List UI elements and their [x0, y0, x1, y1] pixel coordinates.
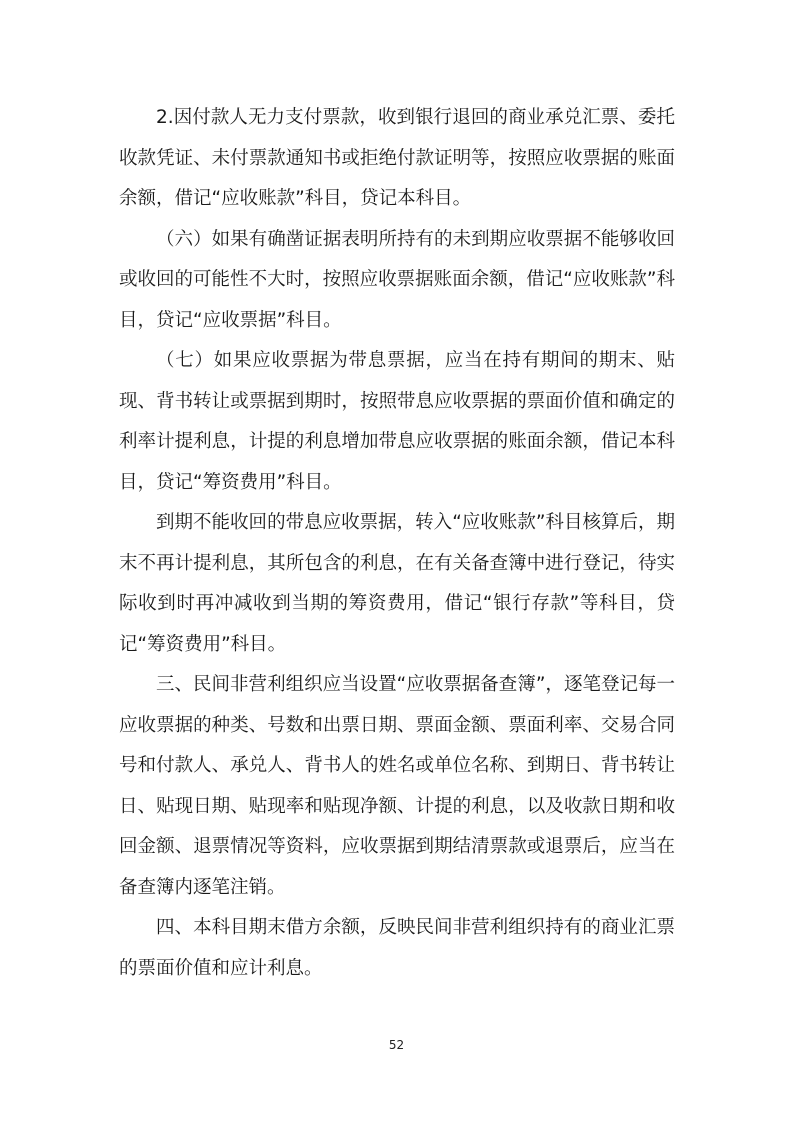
- paragraph-item-six: （六）如果有确凿证据表明所持有的未到期应收票据不能够收回或收回的可能性不大时，按照应收票据账面余额，借记“应收账款”科目，贷记“应收票据”科目。: [119, 228, 675, 331]
- body-text: [119, 98, 675, 989]
- paragraph-uncollectible-interest-bill: 到期不能收回的带息应收票据，转入“应收账款”科目核算后，期末不再计提利息，其所包含的利息，在有关备查簿中进行登记，待实际收到时再冲减收到当期的筹资费用，借记“银行存款”等科目，贷记“筹资费用”科目。: [119, 512, 675, 655]
- paragraph-returned-bill: 2.因付款人无力支付票款，收到银行退回的商业承兑汇票、委托收款凭证、未付票款通知书或拒绝付款证明等，按照应收票据的账面余额，借记“应收账款”科目，贷记本科目。: [119, 107, 675, 209]
- page-number: 52: [388, 1038, 405, 1052]
- paragraph-section-three: 三、民间非营利组织应当设置“应收票据备查簿”，逐笔登记每一应收票据的种类、号数和出票日期、票面金额、票面利率、交易合同号和付款人、承兑人、背书人的姓名或单位名称、到期日、背书转让日、贴现日期、贴现率和贴现净额、计提的利息，以及收款日期和收回金额、退票情况等资料，应收票据到期结清票款或退票后，应当在备查簿内逐笔注销。: [119, 674, 675, 898]
- paragraph-item-seven: （七）如果应收票据为带息票据，应当在持有期间的期末、贴现、背书转让或票据到期时，按照带息应收票据的票面价值和确定的利率计提利息，计提的利息增加带息应收票据的账面余额，借记本科目，贷记“筹资费用”科目。: [119, 350, 675, 493]
- paragraph-section-four: 四、本科目期末借方余额，反映民间非营利组织持有的商业汇票的票面价值和应计利息。: [119, 917, 675, 979]
